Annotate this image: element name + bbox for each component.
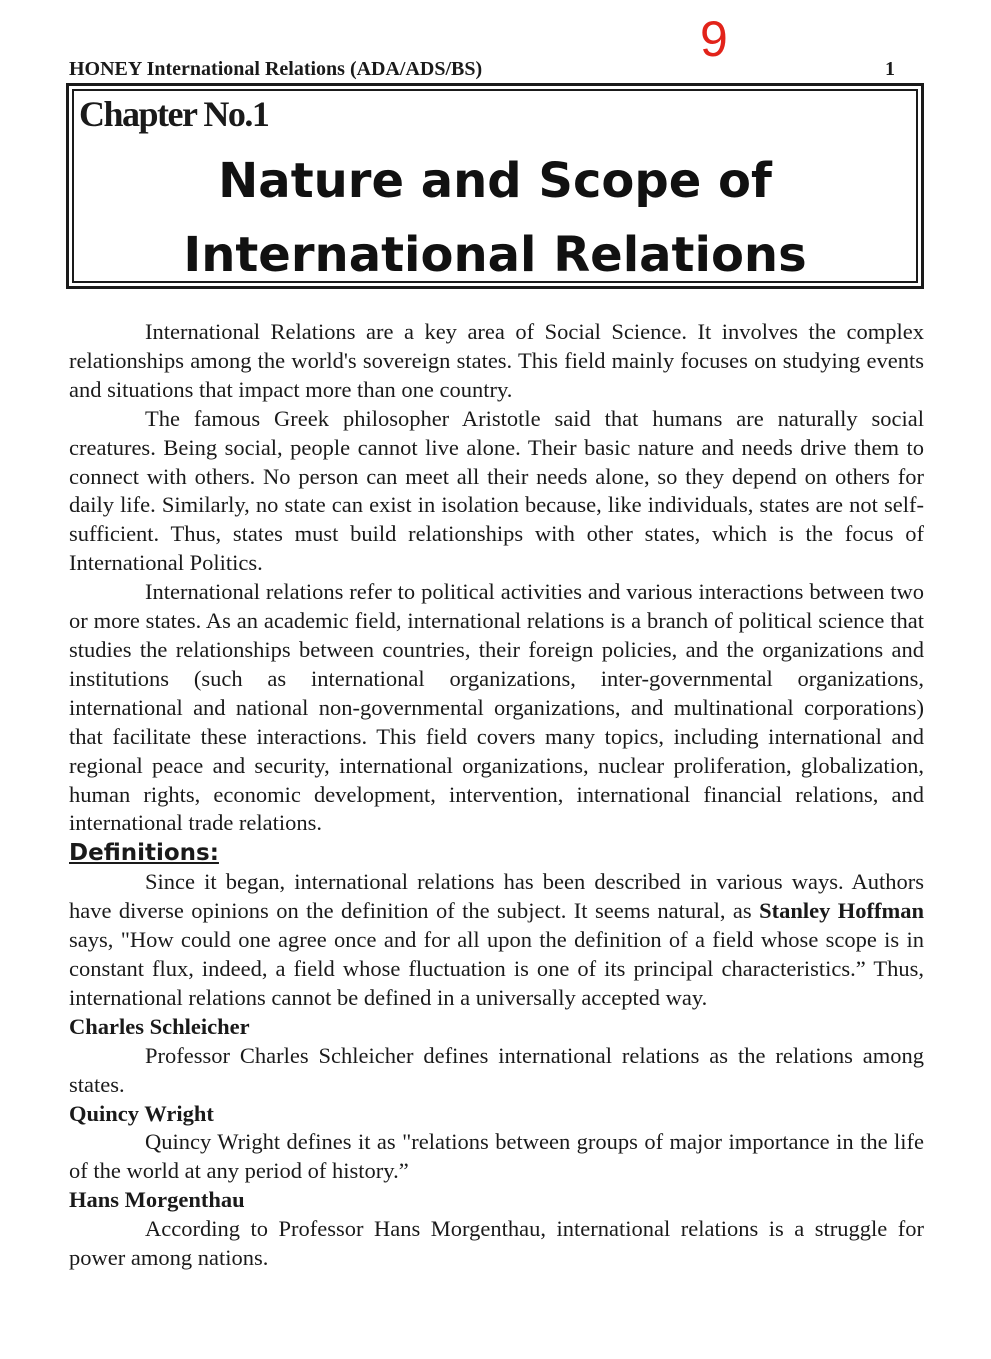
header-page-number: 1: [885, 58, 895, 80]
definition-wright: Quincy Wright defines it as "relations between groups of major importance in the life of the world at any period of history.”: [69, 1129, 924, 1184]
chapter-title-line-2: International Relations: [183, 227, 807, 283]
author-heading-schleicher: Charles Schleicher: [69, 1013, 250, 1039]
author-heading-morgenthau: Hans Morgenthau: [69, 1187, 245, 1213]
body-text: [69, 318, 924, 1273]
page-stamp: 9: [700, 11, 728, 67]
chapter-title-box: [66, 83, 924, 289]
stanley-hoffman-name: Stanley Hoffman: [759, 898, 924, 924]
intro-paragraph-2: The famous Greek philosopher Aristotle said that humans are naturally social creatures. Being social, people cannot live alone. Their basic nature and needs drive them to connect with others. No person can meet all their needs alone, so they depend on others for daily life. Similarly, no state can exist in isolation because, like individuals, states are not self-sufficient. Thus, states must build relationships with other states, which is the focus of International Politics.: [69, 405, 924, 576]
running-header: [69, 58, 895, 80]
definitions-intro-before: Since it began, international relations has been described in various ways. Authors have diverse opinions on the definition of the subject. It seems natural, as: [69, 869, 924, 924]
chapter-title: [69, 144, 921, 292]
definitions-intro-after: says, "How could one agree once and for all upon the definition of a field whose scope is in constant flux, indeed, a field whose fluctuation is one of its principal characteristics.” Thus, international relations cannot be defined in a universally accepted way.: [69, 927, 924, 1010]
author-heading-wright: Quincy Wright: [69, 1100, 214, 1126]
chapter-title-line-1: Nature and Scope of: [218, 153, 772, 209]
definition-schleicher: Professor Charles Schleicher defines international relations as the relations among states.: [69, 1042, 924, 1097]
definition-morgenthau: According to Professor Hans Morgenthau, international relations is a struggle for power among nations.: [69, 1216, 924, 1271]
intro-paragraph-1: International Relations are a key area of Social Science. It involves the complex relationships among the world's sovereign states. This field mainly focuses on studying events and situations that impact more than one country.: [69, 319, 924, 402]
definitions-heading: Definitions:: [69, 840, 219, 867]
definitions-intro-paragraph: [69, 868, 924, 1013]
intro-paragraph-3: International relations refer to political activities and various interactions between two or more states. As an academic field, international relations is a branch of political science that studies the relationships between countries, their foreign policies, and the organizations and institutions (such as international organizations, inter-governmental organizations, international and national non-governmental organizations, and multinational corporations) that facilitate these interactions. This field covers many topics, including international and regional peace and security, international organizations, nuclear proliferation, globalization, human rights, economic development, intervention, international financial relations, and international trade relations.: [69, 579, 924, 836]
chapter-label: Chapter No.1: [79, 94, 269, 134]
header-title: HONEY International Relations (ADA/ADS/BS): [69, 58, 483, 80]
